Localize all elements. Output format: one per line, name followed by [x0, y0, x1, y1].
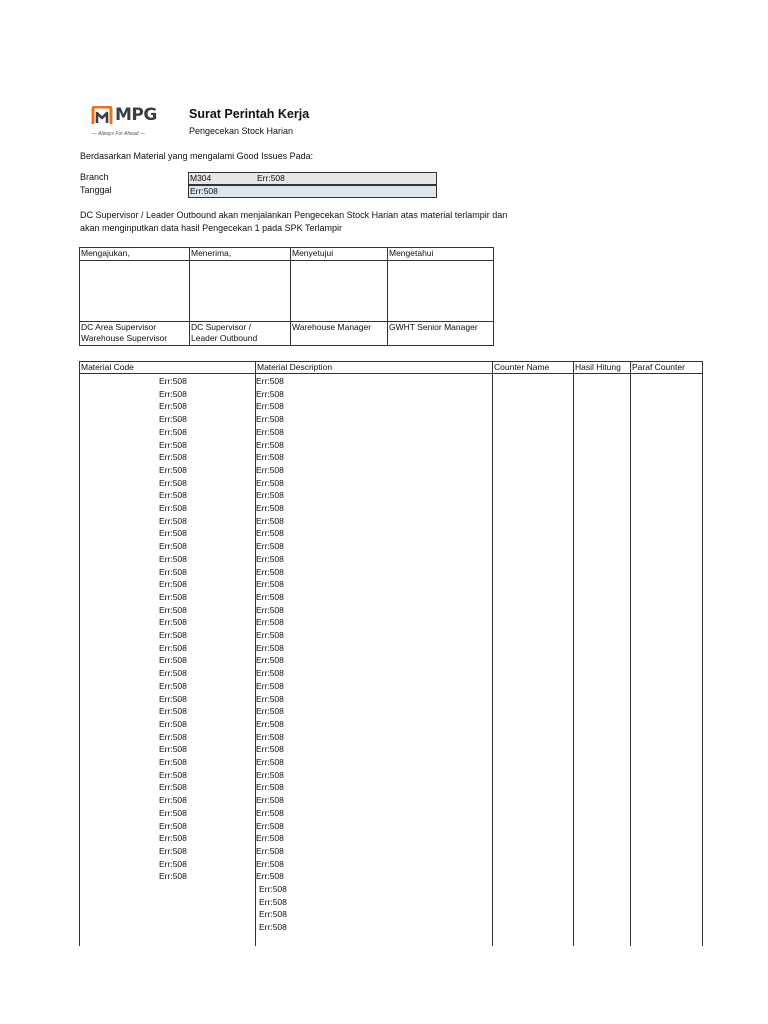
material-description-cell: Err:508 [256, 731, 284, 742]
table-row [79, 921, 703, 934]
document-subtitle: Pengecekan Stock Harian [189, 126, 294, 136]
material-code-cell: Err:508 [159, 426, 187, 437]
table-row [79, 832, 703, 845]
sig-header-menerima: Menerima, [190, 248, 291, 261]
table-row [79, 807, 703, 820]
material-description-cell: Err:508 [259, 896, 287, 907]
sig-role-line: Warehouse Supervisor [81, 333, 168, 343]
material-description-cell: Err:508 [256, 782, 284, 793]
material-description-cell: Err:508 [256, 541, 284, 552]
table-row [79, 489, 703, 502]
table-row [79, 400, 703, 413]
material-code-cell: Err:508 [159, 744, 187, 755]
material-description-cell: Err:508 [256, 617, 284, 628]
material-code-cell: Err:508 [159, 630, 187, 640]
table-row [79, 616, 703, 629]
material-description-cell: Err:508 [256, 820, 284, 831]
signature-table [79, 247, 494, 346]
table-row [79, 629, 703, 642]
mpg-logo-mark-icon [90, 106, 114, 126]
table-row [79, 769, 703, 782]
material-code-cell: Err:508 [159, 858, 187, 869]
material-code-cell: Err:508 [159, 452, 187, 463]
material-description-cell: Err:508 [256, 757, 284, 767]
material-code-cell: Err:508 [159, 718, 187, 729]
mpg-logo [88, 104, 168, 140]
material-code-cell: Err:508 [159, 655, 187, 666]
material-description-cell: Err:508 [256, 503, 284, 513]
material-description-cell: Err:508 [256, 871, 284, 882]
material-code-cell: Err:508 [159, 731, 187, 742]
branch-value: Err:508 [257, 173, 285, 183]
material-description-cell: Err:508 [256, 655, 284, 666]
material-code-cell: Err:508 [159, 807, 187, 818]
material-description-cell: Err:508 [256, 604, 284, 615]
branch-field[interactable] [188, 172, 437, 185]
table-row [79, 731, 703, 744]
material-description-cell: Err:508 [256, 566, 284, 577]
instruction-line-2: akan menginputkan data hasil Pengecekan 1 pada SPK Terlampir [80, 223, 343, 233]
material-table [79, 361, 703, 946]
document-title: Surat Perintah Kerja [189, 107, 310, 121]
table-row [79, 439, 703, 452]
table-row [79, 464, 703, 477]
sig-header-mengetahui: Mengetahui [388, 248, 494, 261]
table-row [79, 908, 703, 921]
intro-text: Berdasarkan Material yang mengalami Good Issues Pada: [80, 151, 314, 161]
table-row [79, 896, 703, 909]
sig-space-menerima[interactable] [190, 261, 291, 322]
material-code-cell: Err:508 [159, 528, 187, 539]
branch-code: M304 [190, 173, 212, 183]
table-row [79, 553, 703, 566]
material-code-cell: Err:508 [159, 617, 187, 628]
material-code-cell: Err:508 [159, 388, 187, 399]
material-code-cell: Err:508 [159, 503, 187, 513]
material-code-cell: Err:508 [159, 464, 187, 475]
header-hasil-hitung: Hasil Hitung [575, 362, 621, 372]
material-code-cell: Err:508 [159, 477, 187, 488]
sig-role-line: DC Supervisor / [191, 322, 251, 332]
logo-tagline: — Always For Ahead — [92, 131, 145, 137]
table-row [79, 578, 703, 591]
material-code-cell: Err:508 [159, 871, 187, 882]
sig-space-menyetujui[interactable] [291, 261, 388, 322]
table-row [79, 693, 703, 706]
header-material-description: Material Description [257, 362, 333, 372]
material-description-cell: Err:508 [256, 833, 284, 844]
table-row [79, 591, 703, 604]
material-description-cell: Err:508 [256, 464, 284, 475]
material-code-cell: Err:508 [159, 604, 187, 615]
table-row [79, 756, 703, 769]
material-description-cell: Err:508 [256, 630, 284, 640]
material-description-cell: Err:508 [256, 426, 284, 437]
material-description-cell: Err:508 [256, 744, 284, 755]
material-code-cell: Err:508 [159, 757, 187, 767]
instruction-text [80, 209, 510, 235]
material-code-cell: Err:508 [159, 515, 187, 526]
tanggal-value: Err:508 [190, 186, 218, 196]
table-row [79, 654, 703, 667]
branch-label: Branch [80, 172, 109, 182]
table-row [79, 883, 703, 896]
material-code-cell: Err:508 [159, 579, 187, 590]
table-row [79, 718, 703, 731]
material-description-cell: Err:508 [259, 884, 287, 894]
material-description-cell: Err:508 [256, 376, 284, 386]
material-code-cell: Err:508 [159, 668, 187, 679]
table-row [79, 858, 703, 871]
material-description-cell: Err:508 [256, 642, 284, 653]
table-row [79, 413, 703, 426]
header-paraf-counter: Paraf Counter [632, 362, 685, 372]
table-row [79, 388, 703, 401]
material-description-cell: Err:508 [256, 795, 284, 806]
table-row [79, 870, 703, 883]
sig-role-line: Warehouse Manager [292, 322, 372, 332]
sig-role-line: DC Area Supervisor [81, 322, 157, 332]
material-description-cell: Err:508 [259, 909, 287, 920]
sig-role-line: GWHT Senior Manager [389, 322, 478, 332]
sig-role-line: Leader Outbound [191, 333, 258, 343]
material-description-cell: Err:508 [259, 922, 287, 933]
material-description-cell: Err:508 [256, 706, 284, 717]
material-description-cell: Err:508 [256, 807, 284, 818]
material-description-cell: Err:508 [256, 515, 284, 526]
table-row [79, 820, 703, 833]
table-row [79, 540, 703, 553]
sig-role-mengetahui [388, 322, 494, 346]
material-code-cell: Err:508 [159, 795, 187, 806]
material-code-cell: Err:508 [159, 769, 187, 780]
material-description-cell: Err:508 [256, 528, 284, 539]
table-row [79, 667, 703, 680]
sig-role-menerima [190, 322, 291, 346]
material-description-cell: Err:508 [256, 858, 284, 869]
material-code-cell: Err:508 [159, 414, 187, 425]
material-code-cell: Err:508 [159, 782, 187, 793]
material-description-cell: Err:508 [256, 668, 284, 679]
tanggal-label: Tanggal [80, 185, 112, 195]
material-description-cell: Err:508 [256, 693, 284, 704]
material-code-cell: Err:508 [159, 553, 187, 564]
table-row [79, 502, 703, 515]
material-description-cell: Err:508 [256, 477, 284, 488]
header-counter-name: Counter Name [494, 362, 550, 372]
material-description-cell: Err:508 [256, 845, 284, 856]
material-code-cell: Err:508 [159, 706, 187, 717]
material-description-cell: Err:508 [256, 401, 284, 412]
sig-header-menyetujui: Menyetujui [291, 248, 388, 261]
material-code-cell: Err:508 [159, 642, 187, 653]
table-row [79, 604, 703, 617]
material-description-cell: Err:508 [256, 718, 284, 729]
sig-space-mengajukan[interactable] [80, 261, 190, 322]
material-description-cell: Err:508 [256, 414, 284, 425]
material-code-cell: Err:508 [159, 490, 187, 501]
table-row [79, 794, 703, 807]
material-code-cell: Err:508 [159, 833, 187, 844]
material-code-cell: Err:508 [159, 591, 187, 602]
material-code-cell: Err:508 [159, 845, 187, 856]
material-code-cell: Err:508 [159, 680, 187, 691]
table-row [79, 680, 703, 693]
material-description-cell: Err:508 [256, 579, 284, 590]
material-code-cell: Err:508 [159, 376, 187, 386]
material-code-cell: Err:508 [159, 820, 187, 831]
table-row [79, 781, 703, 794]
table-row [79, 566, 703, 579]
table-row [79, 375, 703, 388]
material-code-cell: Err:508 [159, 541, 187, 552]
table-row [79, 426, 703, 439]
table-row [79, 451, 703, 464]
logo-wordmark: MPG [115, 105, 157, 125]
table-row [79, 642, 703, 655]
tanggal-field[interactable] [188, 185, 437, 198]
material-description-cell: Err:508 [256, 591, 284, 602]
table-row [79, 705, 703, 718]
material-description-cell: Err:508 [256, 452, 284, 463]
material-description-cell: Err:508 [256, 680, 284, 691]
material-description-cell: Err:508 [256, 769, 284, 780]
instruction-line-1: DC Supervisor / Leader Outbound akan menjalankan Pengecekan Stock Harian atas material terlampir dan [80, 210, 508, 220]
table-row [79, 477, 703, 490]
material-description-cell: Err:508 [256, 439, 284, 450]
header-material-code: Material Code [81, 362, 134, 372]
table-row [79, 743, 703, 756]
material-code-cell: Err:508 [159, 401, 187, 412]
table-row [79, 515, 703, 528]
sig-role-mengajukan [80, 322, 190, 346]
material-description-cell: Err:508 [256, 553, 284, 564]
sig-header-mengajukan: Mengajukan, [80, 248, 190, 261]
material-code-cell: Err:508 [159, 566, 187, 577]
table-row [79, 845, 703, 858]
material-code-cell: Err:508 [159, 439, 187, 450]
table-row [79, 527, 703, 540]
sig-role-menyetujui [291, 322, 388, 346]
material-description-cell: Err:508 [256, 388, 284, 399]
sig-space-mengetahui[interactable] [388, 261, 494, 322]
material-code-cell: Err:508 [159, 693, 187, 704]
material-description-cell: Err:508 [256, 490, 284, 501]
